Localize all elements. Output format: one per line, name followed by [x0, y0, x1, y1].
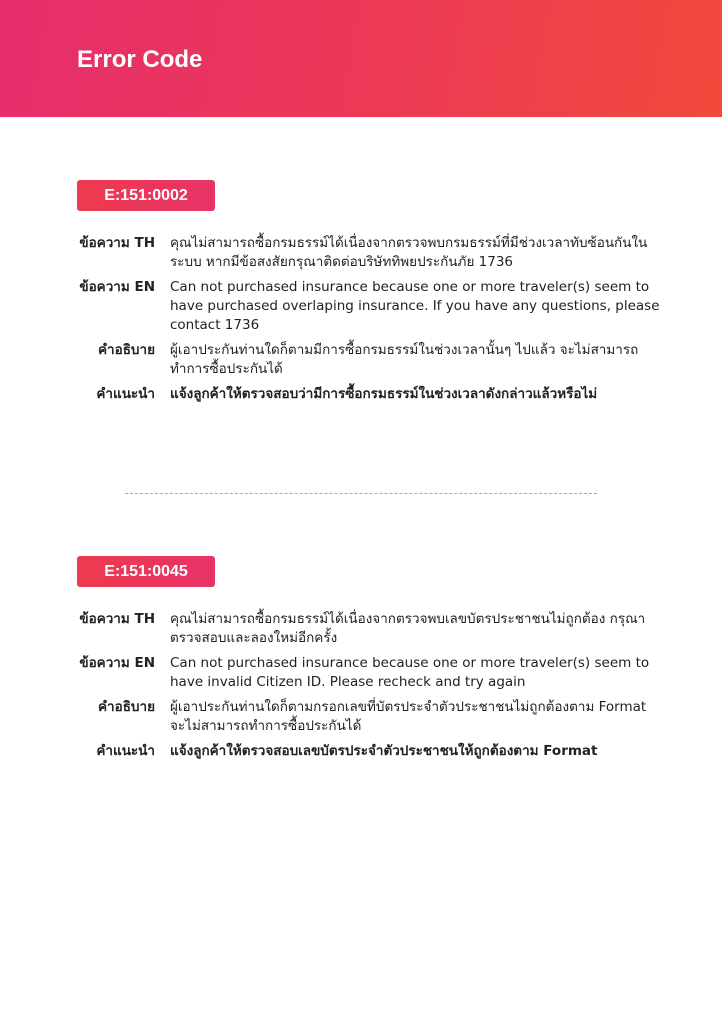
header-banner [0, 0, 722, 117]
row-label: ข้อความ TH [79, 235, 155, 251]
row-value: คุณไม่สามารถซื้อกรมธรรม์ได้เนื่องจากตรวจพบเลขบัตรประชาชนไม่ถูกต้อง กรุณาตรวจสอบและลองใหม่อีกครั้ง [170, 611, 646, 646]
row-value: ผู้เอาประกันท่านใดก็ตามมีการซื้อกรมธรรม์ในช่วงเวลานั้นๆ ไปแล้ว จะไม่สามารถทำการซื้อประกันได้ [170, 342, 639, 377]
description-row [0, 698, 722, 736]
dashed-divider [125, 493, 597, 494]
recommendation-row [0, 385, 722, 404]
message-th-row [0, 234, 722, 272]
description-row [0, 341, 722, 379]
message-en-row [0, 654, 722, 692]
row-label: คำแนะนำ [96, 743, 155, 759]
row-label: ข้อความ TH [79, 611, 155, 627]
row-label: คำอธิบาย [97, 699, 155, 715]
row-value: คุณไม่สามารถซื้อกรมธรรม์ได้เนื่องจากตรวจพบกรมธรรม์ที่มีช่วงเวลาทับซ้อนกันในระบบ หากมีข้อสงสัยกรุณาติดต่อบริษัททิพยประกันภัย 1736 [170, 235, 648, 270]
row-label: ข้อความ EN [79, 279, 155, 295]
error-code-badge: E:151:0002 [77, 180, 215, 211]
page-title: Error Code [77, 46, 203, 73]
row-value: Can not purchased insurance because one or more traveler(s) seem to have purchased overlaping insurance. If you have any questions, please contact 1736 [170, 279, 660, 333]
row-label: ข้อความ EN [79, 655, 155, 671]
message-en-row [0, 278, 722, 335]
row-label: คำแนะนำ [96, 386, 155, 402]
recommendation-row [0, 742, 722, 761]
row-value: ผู้เอาประกันท่านใดก็ตามกรอกเลขที่บัตรประจำตัวประชาชนไม่ถูกต้องตาม Format จะไม่สามารถทำการซื้อประกันได้ [170, 699, 647, 734]
row-value: แจ้งลูกค้าให้ตรวจสอบว่ามีการซื้อกรมธรรม์ในช่วงเวลาดังกล่าวแล้วหรือไม่ [170, 386, 598, 402]
message-th-row [0, 610, 722, 648]
error-code-badge: E:151:0045 [77, 556, 215, 587]
row-value: แจ้งลูกค้าให้ตรวจสอบเลขบัตรประจำตัวประชาชนให้ถูกต้องตาม Format [170, 743, 598, 759]
row-label: คำอธิบาย [97, 342, 155, 358]
row-value: Can not purchased insurance because one or more traveler(s) seem to have invalid Citizen ID. Please recheck and try again [170, 655, 650, 690]
